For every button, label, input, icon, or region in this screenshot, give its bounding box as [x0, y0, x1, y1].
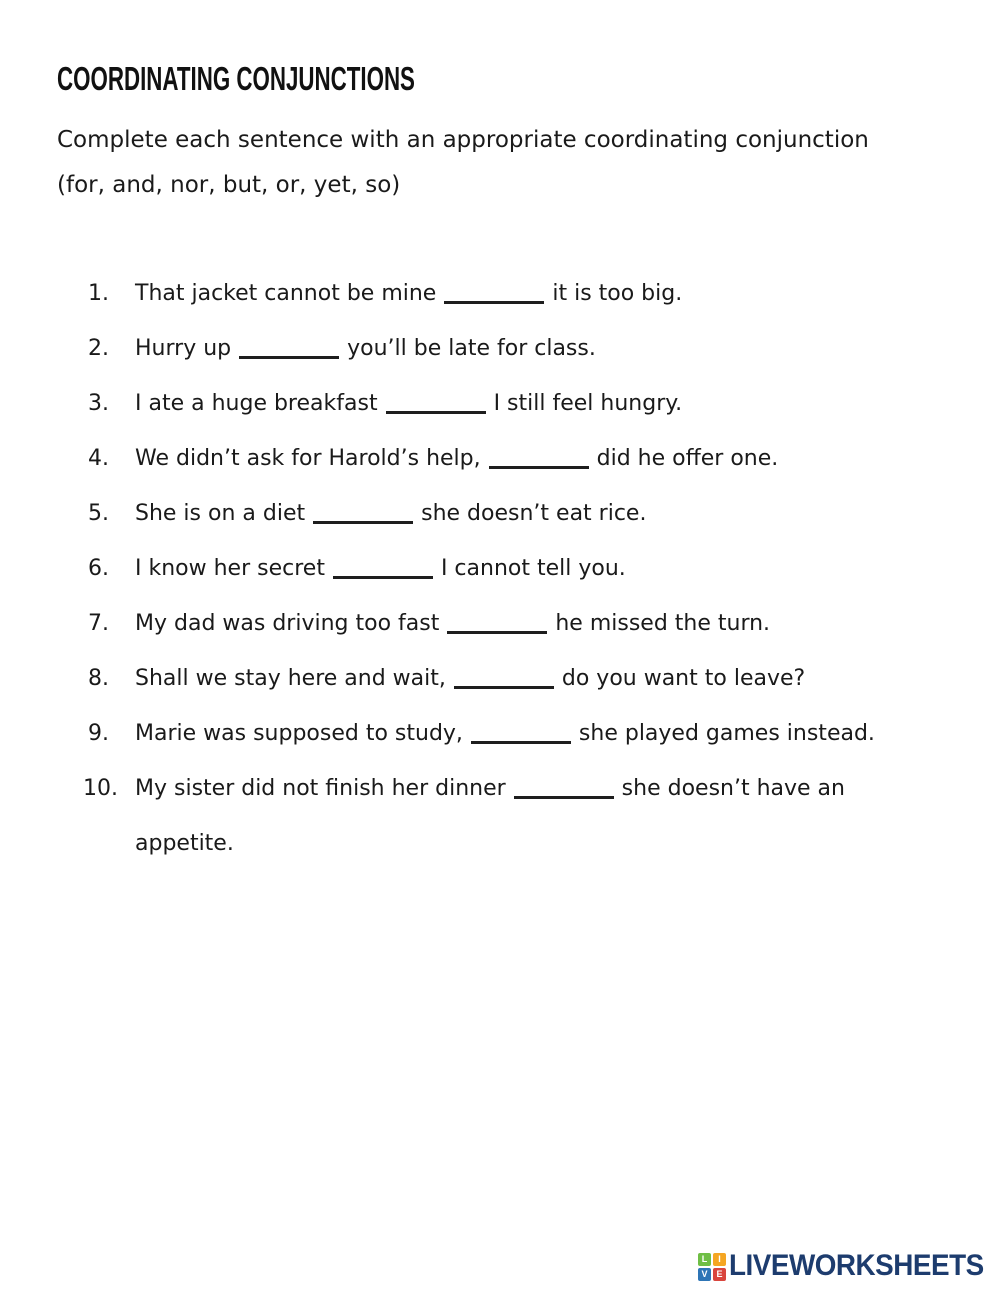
instructions: [57, 118, 945, 208]
sentence-line-1: [135, 761, 945, 816]
sentence-before: Marie was supposed to study,: [135, 721, 463, 746]
answer-blank[interactable]: [444, 284, 544, 304]
item-number: 3.: [88, 391, 109, 416]
sentence-after: I cannot tell you.: [440, 556, 626, 581]
liveworksheets-logo-icon: [698, 1253, 726, 1281]
sentence-after: you’ll be late for class.: [347, 336, 596, 361]
item-number: 9.: [88, 721, 109, 746]
sentence: [135, 651, 945, 706]
liveworksheets-logo-text: LIVEWORKSHEETS: [729, 1249, 984, 1283]
worksheet-item-2: [57, 321, 945, 376]
worksheet-item-7: [57, 596, 945, 651]
liveworksheets-logo: [698, 1250, 994, 1283]
sentence-line-2: appetite.: [135, 831, 234, 856]
worksheet-item-1: [57, 266, 945, 321]
sentence: [135, 761, 945, 871]
answer-blank[interactable]: [447, 614, 547, 634]
sentence-before: That jacket cannot be mine: [135, 281, 437, 306]
answer-blank[interactable]: [454, 669, 554, 689]
sentence-after: she doesn’t have an: [621, 776, 845, 801]
sentence: [135, 706, 945, 761]
sentence-after: did he offer one.: [596, 446, 779, 471]
item-number: 1.: [88, 281, 109, 306]
sentence-before: I know her secret: [135, 556, 325, 581]
sentence-after: she doesn’t eat rice.: [421, 501, 647, 526]
sentence-before: Shall we stay here and wait,: [135, 666, 446, 691]
answer-blank[interactable]: [471, 724, 571, 744]
sentence: [135, 596, 945, 651]
item-number: 6.: [88, 556, 109, 581]
sentence: [135, 431, 945, 486]
worksheet-title: COORDINATING CONJUNCTIONS: [57, 59, 415, 98]
sentence-before: She is on a diet: [135, 501, 306, 526]
item-number: 5.: [88, 501, 109, 526]
worksheet-item-6: [57, 541, 945, 596]
instructions-line-1: Complete each sentence with an appropriate coordinating conjunction: [57, 127, 869, 153]
logo-block-i: I: [713, 1253, 726, 1266]
worksheet-item-5: [57, 486, 945, 541]
worksheet-item-10: [57, 761, 945, 871]
answer-blank[interactable]: [489, 449, 589, 469]
sentence-after: it is too big.: [552, 281, 683, 306]
worksheet-item-3: [57, 376, 945, 431]
item-number: 7.: [88, 611, 109, 636]
sentence-after: he missed the turn.: [555, 611, 771, 636]
sentence-after: do you want to leave?: [561, 666, 806, 691]
item-number: 8.: [88, 666, 109, 691]
answer-blank[interactable]: [333, 559, 433, 579]
answer-blank[interactable]: [313, 504, 413, 524]
sentence: [135, 321, 945, 376]
worksheet-item-9: [57, 706, 945, 761]
sentence-before: My sister did not finish her dinner: [135, 776, 506, 801]
logo-block-l: L: [698, 1253, 711, 1266]
instructions-line-2: (for, and, nor, but, or, yet, so): [57, 172, 401, 198]
sentence-before: We didn’t ask for Harold’s help,: [135, 446, 481, 471]
logo-block-e: E: [713, 1268, 726, 1281]
item-number: 2.: [88, 336, 109, 361]
sentence: [135, 376, 945, 431]
sentence-before: My dad was driving too fast: [135, 611, 440, 636]
question-list: [57, 266, 945, 871]
sentence: [135, 541, 945, 596]
answer-blank[interactable]: [239, 339, 339, 359]
sentence-before: Hurry up: [135, 336, 232, 361]
answer-blank[interactable]: [386, 394, 486, 414]
sentence: [135, 266, 945, 321]
sentence-after: I still feel hungry.: [493, 391, 683, 416]
worksheet-item-8: [57, 651, 945, 706]
sentence: [135, 486, 945, 541]
logo-block-v: V: [698, 1268, 711, 1281]
sentence-after: she played games instead.: [578, 721, 875, 746]
sentence-before: I ate a huge breakfast: [135, 391, 378, 416]
worksheet-item-4: [57, 431, 945, 486]
item-number: 4.: [88, 446, 109, 471]
item-number: 10.: [83, 776, 118, 801]
answer-blank[interactable]: [514, 779, 614, 799]
